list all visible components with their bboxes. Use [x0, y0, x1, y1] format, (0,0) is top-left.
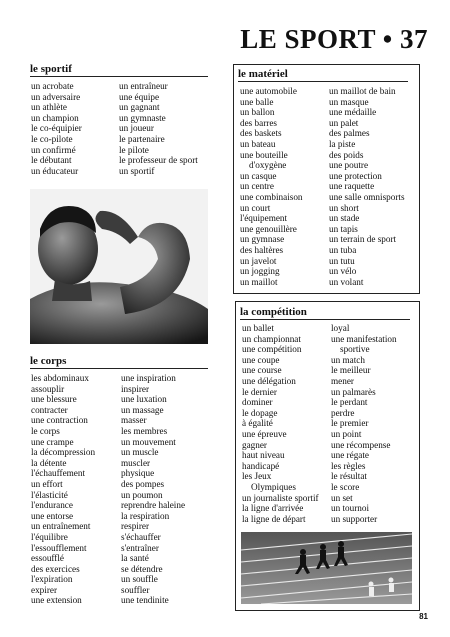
- list-item: mener: [331, 375, 354, 386]
- list-item: un gagnant: [119, 102, 160, 113]
- list-item: la décompression: [31, 447, 96, 458]
- list-item: un massage: [121, 404, 164, 415]
- list-item: une épreuve: [242, 428, 287, 439]
- list-item: un volant: [329, 276, 364, 287]
- list-item: sportive: [340, 344, 370, 355]
- list-item: le dernier: [242, 386, 277, 397]
- list-item: une récompense: [331, 439, 391, 450]
- list-item: la ligne de départ: [242, 513, 306, 524]
- list-item: un poumon: [121, 489, 163, 500]
- list-item: l'élasticité: [31, 489, 68, 500]
- list-item: un bateau: [240, 138, 276, 149]
- list-item: un point: [331, 428, 362, 439]
- list-item: un journaliste sportif: [242, 492, 319, 503]
- materiel-heading-wrap: [238, 68, 408, 82]
- list-item: dominer: [242, 397, 273, 408]
- list-item: le partenaire: [119, 133, 165, 144]
- list-item: une course: [242, 365, 282, 376]
- list-item: un vélo: [329, 266, 357, 277]
- list-item: les règles: [331, 460, 366, 471]
- list-item: un gymnaste: [119, 112, 166, 123]
- list-item: un maillot de bain: [329, 86, 396, 96]
- list-item: une entorse: [31, 510, 74, 521]
- list-item: le premier: [331, 418, 369, 429]
- list-item: un confirmé: [31, 144, 76, 155]
- list-item: expirer: [31, 584, 58, 595]
- list-item: l'équilibre: [31, 531, 68, 542]
- list-item: un centre: [240, 181, 274, 192]
- athlete-photo: [30, 189, 208, 344]
- list-item: une luxation: [121, 394, 167, 405]
- list-item: un souffle: [121, 574, 158, 585]
- list-item: respirer: [121, 521, 150, 532]
- list-item: une genouillère: [240, 223, 297, 234]
- list-item: une contraction: [31, 415, 88, 426]
- list-item: un terrain de sport: [329, 234, 397, 245]
- list-item: une blessure: [31, 394, 77, 405]
- list-item: un entraîneur: [119, 81, 168, 91]
- list-item: une extension: [31, 595, 82, 606]
- list-item: l'échauffement: [31, 468, 86, 479]
- list-item: une poutre: [329, 160, 369, 171]
- list-item: un championnat: [242, 333, 301, 344]
- list-item: un tapis: [329, 223, 358, 234]
- list-item: une compétition: [242, 344, 302, 355]
- list-item: une manifestation: [331, 333, 397, 344]
- list-item: un tournoi: [331, 503, 370, 514]
- list-item: un acrobate: [31, 81, 74, 91]
- list-item: un palmarès: [331, 386, 376, 397]
- list-item: la détente: [31, 457, 67, 468]
- list-item: le meilleur: [331, 365, 371, 376]
- list-item: un tutu: [329, 255, 355, 266]
- materiel-col1: [240, 86, 303, 287]
- corps-col2: [121, 373, 185, 606]
- list-item: un masque: [329, 96, 369, 107]
- list-item: gagner: [242, 439, 267, 450]
- page-number: 81: [419, 612, 428, 621]
- list-item: l'endurance: [31, 500, 73, 511]
- list-item: le corps: [31, 425, 60, 436]
- list-item: à égalité: [242, 418, 273, 429]
- list-item: les abdominaux: [31, 373, 89, 383]
- list-item: l'expiration: [31, 574, 73, 585]
- list-item: la piste: [329, 138, 356, 149]
- list-item: un adversaire: [31, 91, 81, 102]
- section-corps: [30, 355, 208, 369]
- list-item: le co-équipier: [31, 123, 82, 134]
- list-item: un mouvement: [121, 436, 176, 447]
- list-item: le résultat: [331, 471, 367, 482]
- list-item: le co-pilote: [31, 133, 73, 144]
- list-item: un athlète: [31, 102, 67, 113]
- list-item: un effort: [31, 478, 63, 489]
- list-item: un casque: [240, 170, 277, 181]
- list-item: un champion: [31, 112, 79, 123]
- list-item: un sportif: [119, 165, 155, 176]
- list-item: une combinaison: [240, 191, 303, 202]
- list-item: un match: [331, 354, 365, 365]
- list-item: un jogging: [240, 266, 280, 277]
- list-item: inspirer: [121, 383, 150, 394]
- list-item: le dopage: [242, 407, 278, 418]
- list-item: masser: [121, 415, 147, 426]
- list-item: une inspiration: [121, 373, 176, 383]
- list-item: essoufflé: [31, 553, 64, 564]
- list-item: la respiration: [121, 510, 170, 521]
- section-heading-corps: le corps: [30, 355, 208, 369]
- section-sportif: [30, 63, 208, 77]
- list-item: un tuba: [329, 244, 357, 255]
- list-item: des haltères: [240, 244, 284, 255]
- list-item: la santé: [121, 553, 149, 564]
- list-item: une salle omnisports: [329, 191, 405, 202]
- list-item: une protection: [329, 170, 382, 181]
- list-item: un ballet: [242, 323, 274, 333]
- list-item: un court: [240, 202, 271, 213]
- list-item: le professeur de sport: [119, 155, 198, 166]
- corps-col1: [31, 373, 95, 606]
- list-item: un stade: [329, 213, 360, 224]
- list-item: haut niveau: [242, 450, 285, 461]
- list-item: reprendre haleine: [121, 500, 186, 511]
- list-item: des exercices: [31, 563, 80, 574]
- materiel-col2: [329, 86, 405, 287]
- sportif-col1: [31, 81, 82, 176]
- list-item: des poids: [329, 149, 364, 160]
- list-item: des pompes: [121, 478, 165, 489]
- list-item: un maillot: [240, 276, 278, 287]
- competition-heading-wrap: [240, 306, 410, 320]
- list-item: se détendre: [121, 563, 163, 574]
- list-item: un javelot: [240, 255, 277, 266]
- list-item: des barres: [240, 117, 277, 128]
- list-item: handicapé: [242, 460, 280, 471]
- list-item: une délégation: [242, 375, 296, 386]
- competition-col1: [242, 323, 319, 524]
- list-item: les Jeux: [242, 471, 272, 482]
- list-item: une médaille: [329, 107, 377, 118]
- list-item: un palet: [329, 117, 359, 128]
- list-item: assouplir: [31, 383, 65, 394]
- list-item: un entraînement: [31, 521, 91, 532]
- page-title: LE SPORT • 37: [240, 24, 428, 54]
- track-photo: [241, 532, 412, 604]
- list-item: une raquette: [329, 181, 375, 192]
- list-item: l'essoufflement: [31, 542, 87, 553]
- list-item: un set: [331, 492, 353, 503]
- list-item: un joueur: [119, 123, 154, 134]
- list-item: Olympiques: [251, 481, 296, 492]
- list-item: les membres: [121, 425, 168, 436]
- list-item: une bouteille: [240, 149, 288, 160]
- list-item: un éducateur: [31, 165, 79, 176]
- list-item: une tendinite: [121, 595, 169, 606]
- competition-col2: [331, 323, 397, 524]
- list-item: un short: [329, 202, 359, 213]
- section-heading-competition: la compétition: [240, 306, 410, 320]
- list-item: une crampe: [31, 436, 74, 447]
- list-item: un ballon: [240, 107, 275, 118]
- list-item: le débutant: [31, 155, 72, 166]
- list-item: un gymnase: [240, 234, 285, 245]
- list-item: le pilote: [119, 144, 149, 155]
- list-item: la ligne d'arrivée: [242, 503, 304, 514]
- section-heading-materiel: le matériel: [238, 68, 408, 82]
- list-item: loyal: [331, 323, 350, 333]
- list-item: muscler: [121, 457, 151, 468]
- list-item: une balle: [240, 96, 274, 107]
- list-item: d'oxygène: [249, 160, 287, 171]
- list-item: un supporter: [331, 513, 378, 524]
- list-item: une équipe: [119, 91, 160, 102]
- list-item: le perdant: [331, 397, 368, 408]
- list-item: une automobile: [240, 86, 297, 96]
- list-item: le score: [331, 481, 360, 492]
- list-item: une coupe: [242, 354, 280, 365]
- list-item: souffler: [121, 584, 150, 595]
- list-item: s'entraîner: [121, 542, 159, 553]
- list-item: physique: [121, 468, 155, 479]
- list-item: des palmes: [329, 128, 370, 139]
- section-heading-sportif: le sportif: [30, 63, 208, 77]
- list-item: s'échauffer: [121, 531, 161, 542]
- list-item: l'équipement: [240, 213, 288, 224]
- list-item: un muscle: [121, 447, 159, 458]
- list-item: des baskets: [240, 128, 282, 139]
- list-item: contracter: [31, 404, 68, 415]
- list-item: une régate: [331, 450, 370, 461]
- sportif-col2: [119, 81, 198, 176]
- list-item: perdre: [331, 407, 355, 418]
